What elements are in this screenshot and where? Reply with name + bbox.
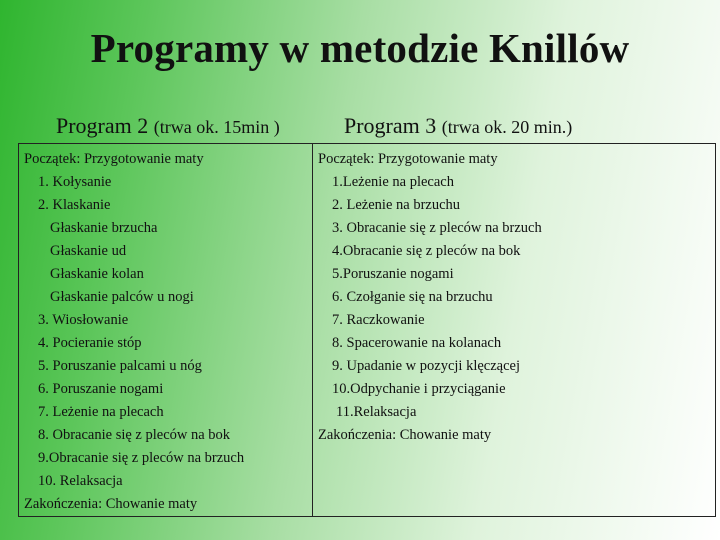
list-item: 4.Obracanie się z pleców na bok — [332, 243, 521, 259]
list-item: 6. Poruszanie nogami — [38, 381, 164, 397]
program3-end: Zakończenia: Chowanie maty — [318, 427, 492, 443]
program2-list — [24, 148, 244, 516]
list-item: 7. Raczkowanie — [332, 312, 425, 328]
list-item: 3. Obracanie się z pleców na brzuch — [332, 220, 542, 236]
program3-duration: (trwa ok. 20 min.) — [441, 117, 573, 137]
list-item: 3. Wiosłowanie — [38, 312, 129, 328]
list-item: 8. Obracanie się z pleców na bok — [38, 427, 231, 443]
list-item: 2. Leżenie na brzuchu — [332, 197, 461, 213]
list-item: 8. Spacerowanie na kolanach — [332, 335, 502, 351]
list-item: 7. Leżenie na plecach — [38, 404, 164, 420]
list-item: 5. Poruszanie palcami u nóg — [38, 358, 202, 374]
list-item: 1.Leżenie na plecach — [332, 174, 454, 190]
list-item: 5.Poruszanie nogami — [332, 266, 454, 282]
list-item: 1. Kołysanie — [38, 174, 112, 190]
program2-start: Początek: Przygotowanie maty — [24, 151, 204, 167]
list-item: 9.Obracanie się z pleców na brzuch — [38, 450, 245, 466]
page-title: Programy w metodzie Knillów — [90, 25, 630, 71]
list-item: 2. Klaskanie — [38, 197, 111, 213]
program3-start: Początek: Przygotowanie maty — [318, 151, 498, 167]
list-item: Głaskanie kolan — [50, 266, 144, 282]
program2-duration: (trwa ok. 15min ) — [153, 117, 280, 137]
program2-end: Zakończenia: Chowanie maty — [24, 496, 198, 512]
list-item: 4. Pocieranie stóp — [38, 335, 142, 351]
program3-list — [318, 148, 542, 447]
list-item: 10.Odpychanie i przyciąganie — [332, 381, 506, 397]
column-divider — [312, 144, 313, 516]
list-item: 6. Czołganie się na brzuchu — [332, 289, 493, 305]
list-item: 10. Relaksacja — [38, 473, 123, 489]
program3-heading — [344, 113, 572, 139]
program3-heading-label: Program 3 — [344, 113, 437, 138]
list-item: Głaskanie ud — [50, 243, 127, 259]
list-item: 9. Upadanie w pozycji klęczącej — [332, 358, 521, 374]
programs-table — [18, 143, 716, 517]
program2-heading — [56, 113, 280, 139]
list-item: Głaskanie brzucha — [50, 220, 158, 236]
list-item: 11.Relaksacja — [336, 404, 417, 420]
program2-heading-label: Program 2 — [56, 113, 149, 138]
list-item: Głaskanie palców u nogi — [50, 289, 194, 305]
